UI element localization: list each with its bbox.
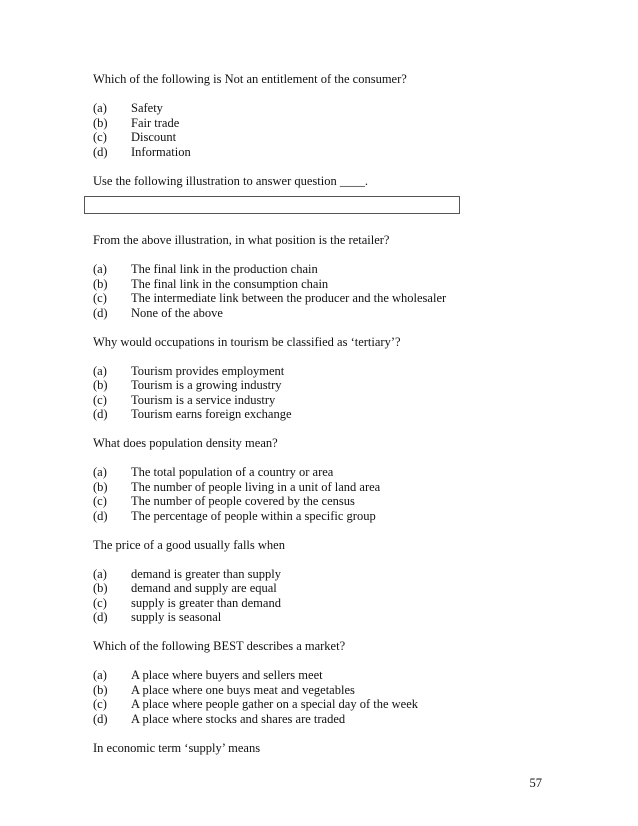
option-letter: (a) bbox=[93, 668, 107, 682]
page-number: 57 bbox=[529, 776, 542, 790]
option-text: demand is greater than supply bbox=[131, 566, 281, 581]
option-text: Tourism is a service industry bbox=[131, 392, 276, 407]
option-letter: (d) bbox=[93, 305, 108, 320]
option-item bbox=[93, 465, 573, 480]
option-letter: (c) bbox=[93, 494, 107, 508]
option-letter: (d) bbox=[93, 407, 108, 421]
option-text: supply is greater than demand bbox=[131, 595, 281, 610]
option-list bbox=[93, 465, 573, 523]
option-item bbox=[93, 407, 573, 422]
option-text: The final link in the production chain bbox=[131, 262, 318, 276]
illustration-placeholder bbox=[84, 196, 460, 214]
question-supply-meaning bbox=[93, 741, 573, 756]
question-text: Why would occupations in tourism be classified as ‘tertiary’? bbox=[93, 334, 401, 349]
question-list bbox=[93, 72, 573, 755]
option-text: Information bbox=[131, 144, 191, 159]
option-letter: (b) bbox=[93, 479, 108, 494]
option-letter: (c) bbox=[93, 595, 107, 610]
option-item bbox=[93, 145, 573, 160]
option-letter: (b) bbox=[93, 682, 108, 697]
option-list bbox=[93, 101, 573, 159]
option-text: Tourism earns foreign exchange bbox=[131, 407, 292, 421]
question-text: Which of the following BEST describes a market? bbox=[93, 639, 346, 653]
option-text: None of the above bbox=[131, 305, 223, 320]
option-text: supply is seasonal bbox=[131, 610, 222, 624]
option-list bbox=[93, 364, 573, 422]
option-letter: (c) bbox=[93, 392, 107, 407]
option-text: The number of people covered by the census bbox=[131, 494, 355, 508]
question-text: Which of the following is Not an entitlement of the consumer? bbox=[93, 72, 407, 86]
option-item bbox=[93, 567, 573, 582]
option-letter: (b) bbox=[93, 378, 108, 392]
question-market-definition bbox=[93, 639, 573, 726]
option-text: The percentage of people within a specific group bbox=[131, 508, 376, 523]
option-text: The total population of a country or area bbox=[131, 465, 334, 479]
option-item bbox=[93, 494, 573, 509]
option-item bbox=[93, 291, 573, 306]
option-item bbox=[93, 683, 573, 698]
option-text: A place where people gather on a special day of the week bbox=[131, 697, 419, 711]
option-item bbox=[93, 712, 573, 727]
option-letter: (d) bbox=[93, 711, 108, 726]
option-letter: (c) bbox=[93, 697, 107, 711]
question-text: Use the following illustration to answer question ____. bbox=[93, 173, 368, 188]
option-text: The number of people living in a unit of land area bbox=[131, 479, 381, 494]
question-price-falls bbox=[93, 538, 573, 625]
question-text: In economic term ‘supply’ means bbox=[93, 740, 261, 755]
option-text: Tourism provides employment bbox=[131, 363, 285, 378]
question-text: What does population density mean? bbox=[93, 436, 278, 450]
question-consumer-entitlement bbox=[93, 72, 573, 159]
option-item bbox=[93, 101, 573, 116]
option-letter: (a) bbox=[93, 465, 107, 479]
option-text: Discount bbox=[131, 130, 177, 144]
option-item bbox=[93, 697, 573, 712]
option-letter: (d) bbox=[93, 508, 108, 523]
option-item bbox=[93, 668, 573, 683]
option-item bbox=[93, 610, 573, 625]
option-letter: (a) bbox=[93, 101, 107, 115]
option-text: A place where buyers and sellers meet bbox=[131, 668, 323, 682]
option-text: The final link in the consumption chain bbox=[131, 276, 329, 291]
option-letter: (b) bbox=[93, 115, 108, 130]
option-letter: (b) bbox=[93, 276, 108, 291]
option-letter: (d) bbox=[93, 144, 108, 159]
option-text: demand and supply are equal bbox=[131, 581, 277, 595]
option-list bbox=[93, 567, 573, 625]
option-item bbox=[93, 277, 573, 292]
option-item bbox=[93, 306, 573, 321]
option-list bbox=[93, 668, 573, 726]
option-text: Tourism is a growing industry bbox=[131, 378, 282, 392]
option-letter: (a) bbox=[93, 363, 107, 378]
question-tourism-tertiary bbox=[93, 335, 573, 422]
option-item bbox=[93, 130, 573, 145]
option-list bbox=[93, 262, 573, 320]
option-item bbox=[93, 509, 573, 524]
option-item bbox=[93, 581, 573, 596]
option-item bbox=[93, 393, 573, 408]
option-text: The intermediate link between the producer and the wholesaler bbox=[131, 291, 447, 305]
option-text: A place where stocks and shares are traded bbox=[131, 711, 346, 726]
option-text: A place where one buys meat and vegetables bbox=[131, 682, 355, 697]
option-letter: (b) bbox=[93, 581, 108, 595]
option-text: Safety bbox=[131, 101, 163, 115]
option-item bbox=[93, 596, 573, 611]
illustration-instruction bbox=[93, 174, 573, 215]
option-letter: (c) bbox=[93, 291, 107, 305]
question-text: From the above illustration, in what position is the retailer? bbox=[93, 233, 390, 247]
option-item bbox=[93, 480, 573, 495]
option-letter: (a) bbox=[93, 262, 107, 276]
option-item bbox=[93, 262, 573, 277]
option-letter: (a) bbox=[93, 566, 107, 581]
option-item bbox=[93, 116, 573, 131]
option-text: Fair trade bbox=[131, 115, 180, 130]
option-letter: (d) bbox=[93, 610, 108, 624]
option-item bbox=[93, 364, 573, 379]
question-retailer-position bbox=[93, 233, 573, 320]
question-text: The price of a good usually falls when bbox=[93, 537, 285, 552]
option-item bbox=[93, 378, 573, 393]
option-letter: (c) bbox=[93, 130, 107, 144]
question-population-density bbox=[93, 436, 573, 523]
